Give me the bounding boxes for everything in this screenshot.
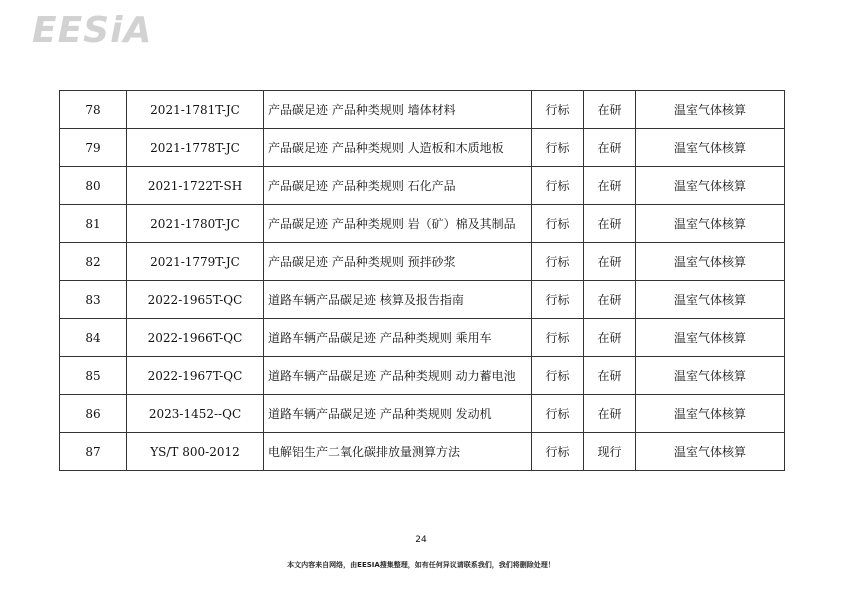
standard-name: 电解铝生产二氧化碳排放量测算方法	[264, 433, 532, 471]
standard-status: 在研	[584, 395, 636, 433]
standard-field: 温室气体核算	[636, 357, 785, 395]
standard-type: 行标	[532, 281, 584, 319]
standard-code: 2021-1780T-JC	[127, 205, 264, 243]
table-row	[60, 91, 785, 129]
standards-table	[59, 90, 785, 471]
table-row	[60, 281, 785, 319]
standard-field: 温室气体核算	[636, 205, 785, 243]
standard-code: 2023-1452--QC	[127, 395, 264, 433]
row-number: 86	[60, 395, 127, 433]
row-number: 84	[60, 319, 127, 357]
standard-status: 在研	[584, 129, 636, 167]
row-number: 81	[60, 205, 127, 243]
standard-code: 2021-1781T-JC	[127, 91, 264, 129]
standard-type: 行标	[532, 205, 584, 243]
standard-type: 行标	[532, 395, 584, 433]
standard-field: 温室气体核算	[636, 281, 785, 319]
row-number: 82	[60, 243, 127, 281]
standard-name: 产品碳足迹 产品种类规则 预拌砂浆	[264, 243, 532, 281]
row-number: 83	[60, 281, 127, 319]
row-number: 80	[60, 167, 127, 205]
standard-type: 行标	[532, 129, 584, 167]
standard-code: YS/T 800-2012	[127, 433, 264, 471]
standard-code: 2021-1778T-JC	[127, 129, 264, 167]
standard-status: 在研	[584, 281, 636, 319]
table-row	[60, 167, 785, 205]
row-number: 79	[60, 129, 127, 167]
standard-type: 行标	[532, 91, 584, 129]
standard-field: 温室气体核算	[636, 167, 785, 205]
table-row	[60, 205, 785, 243]
standard-status: 在研	[584, 205, 636, 243]
table-row	[60, 129, 785, 167]
standard-field: 温室气体核算	[636, 395, 785, 433]
standard-name: 产品碳足迹 产品种类规则 人造板和木质地板	[264, 129, 532, 167]
table-row	[60, 319, 785, 357]
standard-field: 温室气体核算	[636, 433, 785, 471]
table-row	[60, 433, 785, 471]
standard-field: 温室气体核算	[636, 129, 785, 167]
standard-status: 现行	[584, 433, 636, 471]
standard-code: 2022-1965T-QC	[127, 281, 264, 319]
row-number: 87	[60, 433, 127, 471]
standard-status: 在研	[584, 91, 636, 129]
standard-code: 2021-1779T-JC	[127, 243, 264, 281]
eesia-logo: EESiA	[32, 10, 153, 51]
table-body	[60, 91, 785, 471]
standard-status: 在研	[584, 243, 636, 281]
footer-notice: 本文内容来自网络，由EESIA搜集整理，如有任何异议请联系我们，我们将删除处理！	[287, 561, 555, 569]
standard-status: 在研	[584, 319, 636, 357]
standard-type: 行标	[532, 433, 584, 471]
standard-type: 行标	[532, 243, 584, 281]
standard-name: 产品碳足迹 产品种类规则 墙体材料	[264, 91, 532, 129]
standard-name: 道路车辆产品碳足迹 核算及报告指南	[264, 281, 532, 319]
standard-code: 2022-1966T-QC	[127, 319, 264, 357]
standard-status: 在研	[584, 357, 636, 395]
standard-field: 温室气体核算	[636, 91, 785, 129]
standard-type: 行标	[532, 319, 584, 357]
standard-name: 道路车辆产品碳足迹 产品种类规则 乘用车	[264, 319, 532, 357]
standard-type: 行标	[532, 167, 584, 205]
table-row	[60, 357, 785, 395]
standard-name: 道路车辆产品碳足迹 产品种类规则 动力蓄电池	[264, 357, 532, 395]
row-number: 85	[60, 357, 127, 395]
table-row	[60, 395, 785, 433]
standard-field: 温室气体核算	[636, 243, 785, 281]
standard-name: 道路车辆产品碳足迹 产品种类规则 发动机	[264, 395, 532, 433]
table-row	[60, 243, 785, 281]
row-number: 78	[60, 91, 127, 129]
standard-code: 2021-1722T-SH	[127, 167, 264, 205]
standard-name: 产品碳足迹 产品种类规则 石化产品	[264, 167, 532, 205]
standard-code: 2022-1967T-QC	[127, 357, 264, 395]
standard-field: 温室气体核算	[636, 319, 785, 357]
standard-name: 产品碳足迹 产品种类规则 岩（矿）棉及其制品	[264, 205, 532, 243]
standard-type: 行标	[532, 357, 584, 395]
standard-status: 在研	[584, 167, 636, 205]
page-number: 24	[415, 535, 427, 545]
